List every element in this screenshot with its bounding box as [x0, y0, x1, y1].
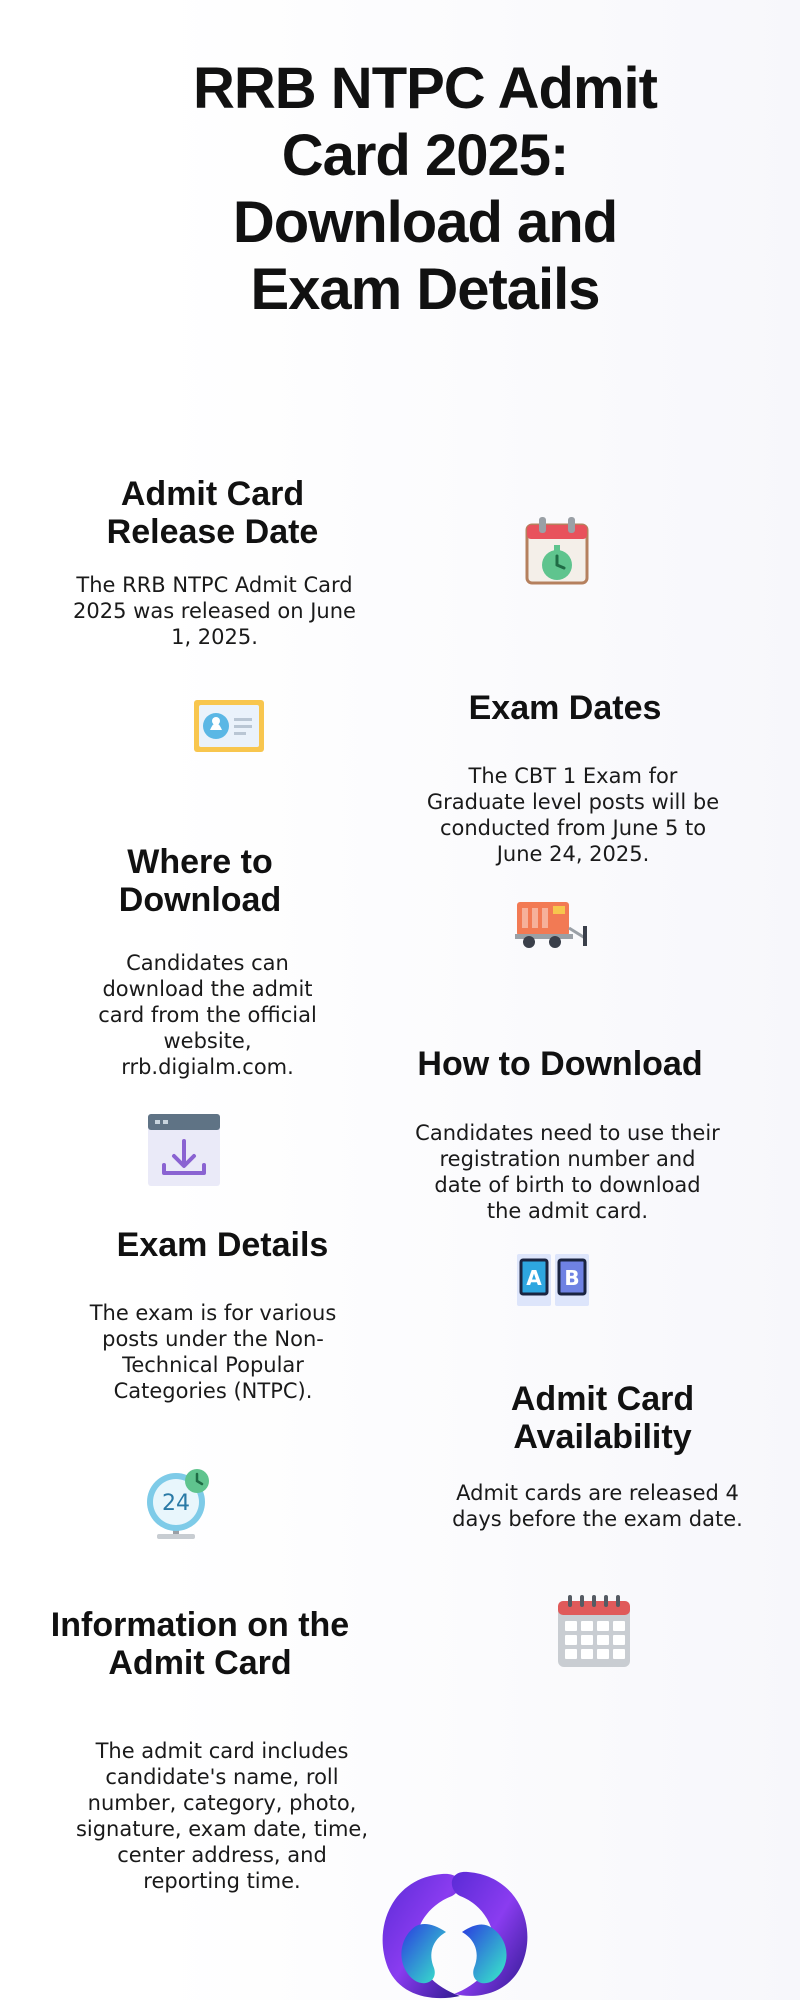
page-title: RRB NTPC Admit Card 2025: Download and Exam Details — [193, 56, 657, 322]
brand-logo-icon — [372, 1868, 538, 2005]
section-text-where-download: Candidates can download the admit card from the official website, rrb.digialm.com. — [98, 951, 317, 1079]
ab-right-letter: B — [564, 1266, 580, 1290]
clock-24-icon — [143, 1468, 213, 1547]
section-heading-where-download: Where to Download — [118, 843, 282, 919]
section-heading-information: Information on the Admit Card — [50, 1606, 350, 1682]
section-text-information: The admit card includes candidate's name, roll number, category, photo, signature, exam date, time, center address, and reporting time. — [75, 1739, 369, 1893]
download-window-icon — [147, 1113, 221, 1192]
section-heading-exam-dates: Exam Dates — [468, 689, 662, 727]
id-card-icon — [192, 698, 266, 759]
section-text-availability: Admit cards are released 4 days before the exam date. — [452, 1481, 743, 1531]
section-heading-how-download: How to Download — [417, 1045, 703, 1083]
section-heading-availability: Admit Card Availability — [510, 1380, 695, 1456]
section-heading-exam-details: Exam Details — [116, 1226, 329, 1264]
clock-24-label: 24 — [162, 1491, 190, 1516]
calendar-grid-icon — [556, 1593, 632, 1674]
section-text-release-date: The RRB NTPC Admit Card 2025 was released on June 1, 2025. — [73, 573, 356, 649]
section-heading-release-date: Admit Card Release Date — [106, 475, 319, 551]
section-text-exam-details: The exam is for various posts under the Non-Technical Popular Categories (NTPC). — [89, 1301, 337, 1403]
calendar-clock-icon — [525, 515, 589, 592]
section-text-how-download: Candidates need to use their registration number and date of birth to download the admit card. — [415, 1121, 720, 1223]
train-icon — [515, 898, 591, 955]
ab-left-letter: A — [526, 1266, 542, 1290]
section-text-exam-dates: The CBT 1 Exam for Graduate level posts will be conducted from June 5 to June 24, 2025. — [426, 764, 720, 866]
ab-blocks-icon — [515, 1252, 591, 1313]
